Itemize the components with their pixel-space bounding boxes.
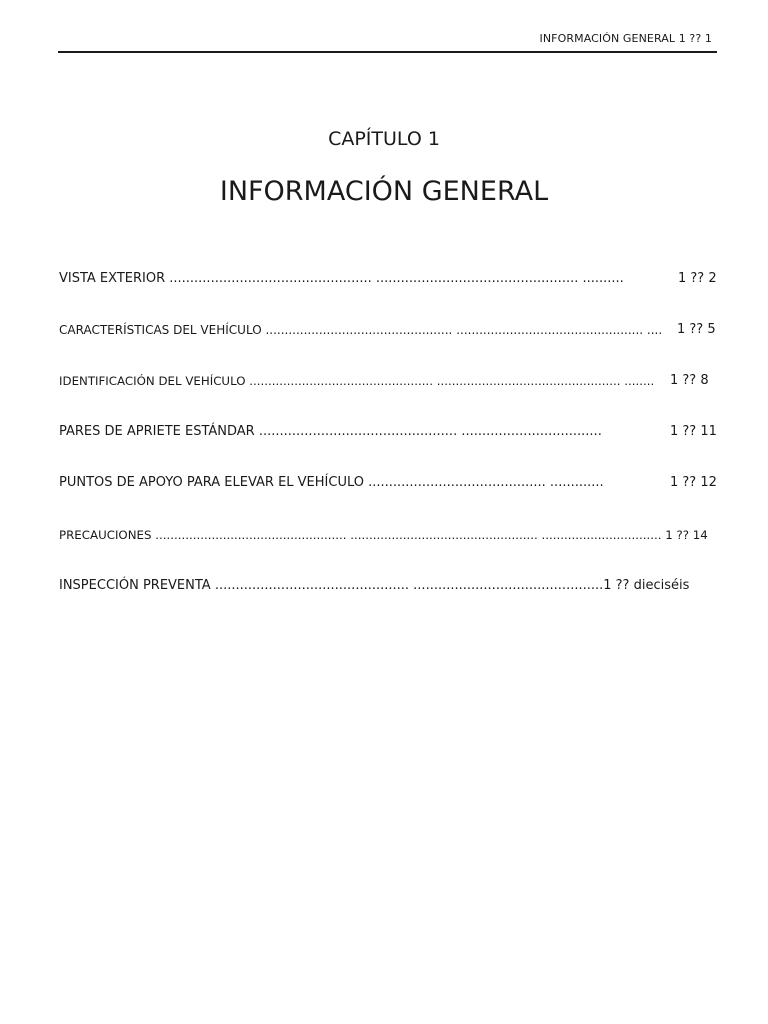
toc-entry-text: CARACTERÍSTICAS DEL VEHÍCULO ................................................. ................................................. ....: [59, 323, 663, 337]
toc-entry-text: INSPECCIÓN PREVENTA ............................................... ..............................................1 ?? dieciséis: [59, 578, 690, 593]
header-rule: [58, 51, 717, 53]
toc-entry-page: 1 ?? 8: [670, 373, 709, 388]
running-header: INFORMACIÓN GENERAL 1 ?? 1: [539, 32, 712, 45]
chapter-title: INFORMACIÓN GENERAL: [219, 176, 549, 207]
toc-entry-page: 1 ?? 12: [670, 475, 717, 490]
toc-entry-text: VISTA EXTERIOR ................................................. ................................................. ..........: [59, 271, 624, 286]
toc-entry-text: PUNTOS DE APOYO PARA ELEVAR EL VEHÍCULO ........................................... .............: [59, 475, 604, 490]
toc-entry-page: 1 ?? 2: [678, 271, 717, 286]
toc-entry-text: IDENTIFICACIÓN DEL VEHÍCULO ................................................. ................................................. ........: [59, 374, 655, 388]
toc-entry-page: 1 ?? 5: [677, 322, 716, 337]
toc-entry-text: PRECAUCIONES ................................................... .................................................. ................................ 1 ?? 14: [59, 528, 708, 542]
chapter-label: CAPÍTULO 1: [328, 128, 440, 150]
toc-entry-text: PARES DE APRIETE ESTÁNDAR ................................................ ..................................: [59, 424, 602, 439]
toc-entry-page: 1 ?? 11: [670, 424, 717, 439]
